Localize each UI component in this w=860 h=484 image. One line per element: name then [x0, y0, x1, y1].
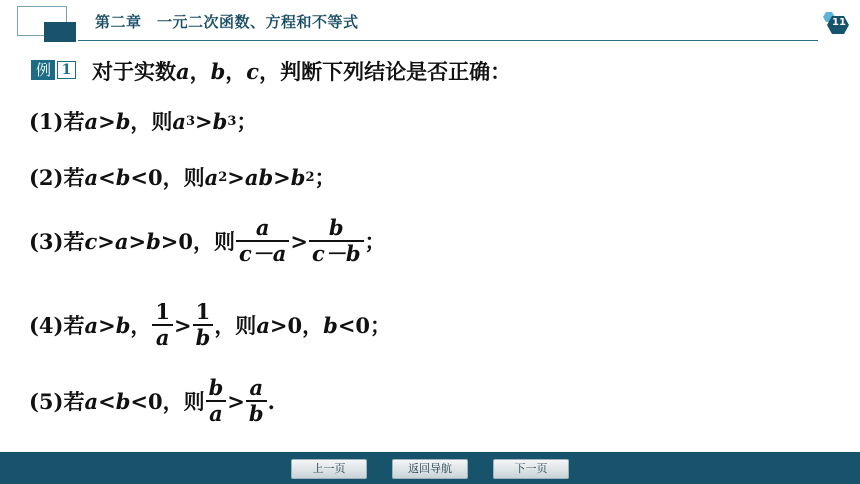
exponent: 2 [218, 169, 228, 185]
var-b: b [115, 108, 131, 134]
var-a: a [256, 312, 270, 338]
then-text: ，则 [162, 165, 205, 190]
intro-var-a: a [176, 58, 190, 84]
then-text: ，则 [193, 229, 236, 254]
fraction [193, 300, 214, 350]
var-a: a [114, 228, 129, 254]
page-number-badge [818, 10, 852, 40]
operator: >0 [269, 312, 303, 338]
statement-2 [29, 162, 336, 192]
fraction [246, 376, 267, 426]
operator: > [195, 108, 213, 134]
var-b: b [115, 164, 131, 190]
var-a: a [84, 164, 99, 190]
operator: <0 [337, 312, 371, 338]
back-to-nav-button[interactable]: 返回导航 [392, 459, 468, 479]
operator: > [98, 108, 116, 134]
var-a: a [84, 108, 99, 134]
var-b: b [146, 228, 161, 254]
var-ab: ab [244, 164, 274, 190]
denominator: c－a [239, 241, 287, 266]
statement-3 [29, 216, 386, 266]
numerator: a [255, 215, 270, 240]
denominator: b [195, 325, 211, 350]
operator: > [227, 164, 245, 190]
operator: > [97, 228, 115, 254]
fraction [206, 376, 227, 426]
fraction [309, 216, 363, 266]
punctuation: . [267, 388, 275, 414]
next-page-button[interactable]: 下一页 [493, 459, 569, 479]
example-tag-label: 例 [31, 60, 55, 80]
operator: > [290, 228, 309, 254]
then-text: ，则 [130, 109, 173, 134]
operator: > [128, 228, 147, 254]
intro-var-b: b [210, 58, 226, 84]
denominator: a [209, 401, 223, 426]
numerator: 1 [155, 299, 171, 324]
var-a: a [204, 164, 219, 190]
statement-label: (3)若 [29, 229, 85, 254]
page-number: 11 [832, 17, 846, 28]
header-decoration-block [44, 22, 76, 42]
operator: > [227, 388, 245, 414]
operator: >0 [160, 228, 194, 254]
exponent: 3 [227, 113, 237, 129]
example-tag-number: 1 [57, 61, 76, 79]
punctuation: ； [370, 313, 392, 338]
numerator: b [328, 215, 344, 240]
intro-var-c: c [246, 58, 260, 84]
statement-4 [29, 300, 391, 350]
var-c: c [84, 228, 98, 254]
punctuation: ； [236, 109, 258, 134]
statement-1 [29, 106, 257, 136]
fraction [236, 216, 289, 266]
numerator: a [249, 375, 264, 400]
denominator: a [155, 325, 170, 350]
numerator: 1 [195, 299, 211, 324]
intro-seg: ，判断下列结论是否正确： [259, 59, 512, 84]
example-intro [92, 56, 511, 86]
statement-label: (2)若 [29, 165, 85, 190]
chapter-title: 第二章 一元二次函数、方程和不等式 [95, 13, 359, 31]
fraction [152, 300, 173, 350]
intro-seg: 对于实数 [92, 59, 176, 84]
var-a: a [172, 108, 186, 134]
denominator: b [248, 401, 264, 426]
punctuation: ， [130, 313, 152, 338]
denominator: c－b [312, 241, 361, 266]
exponent: 3 [186, 113, 196, 129]
example-tag [31, 60, 76, 80]
var-b: b [212, 108, 228, 134]
statement-label: (1)若 [29, 109, 85, 134]
operator: > [98, 312, 116, 338]
operator: <0 [130, 164, 163, 190]
operator: > [174, 312, 192, 338]
statement-label: (5)若 [29, 389, 85, 414]
statement-label: (4)若 [29, 313, 85, 338]
operator: > [273, 164, 291, 190]
var-a: a [84, 312, 99, 338]
operator: <0 [130, 388, 163, 414]
var-b: b [115, 388, 131, 414]
var-a: a [84, 388, 99, 414]
then-text: ，则 [214, 313, 257, 338]
intro-seg: ， [225, 59, 247, 84]
punctuation: ， [302, 313, 324, 338]
header-divider [78, 40, 818, 41]
punctuation: ； [364, 229, 386, 254]
statement-5 [29, 376, 275, 426]
var-b: b [323, 312, 338, 338]
intro-seg: ， [189, 59, 211, 84]
footer-nav-bar [0, 452, 860, 484]
punctuation: ； [314, 165, 336, 190]
prev-page-button[interactable]: 上一页 [291, 459, 367, 479]
operator: < [98, 164, 116, 190]
then-text: ，则 [162, 389, 205, 414]
numerator: b [208, 375, 224, 400]
var-b: b [115, 312, 131, 338]
exponent: 2 [305, 169, 315, 185]
operator: < [98, 388, 116, 414]
var-b: b [290, 164, 306, 190]
